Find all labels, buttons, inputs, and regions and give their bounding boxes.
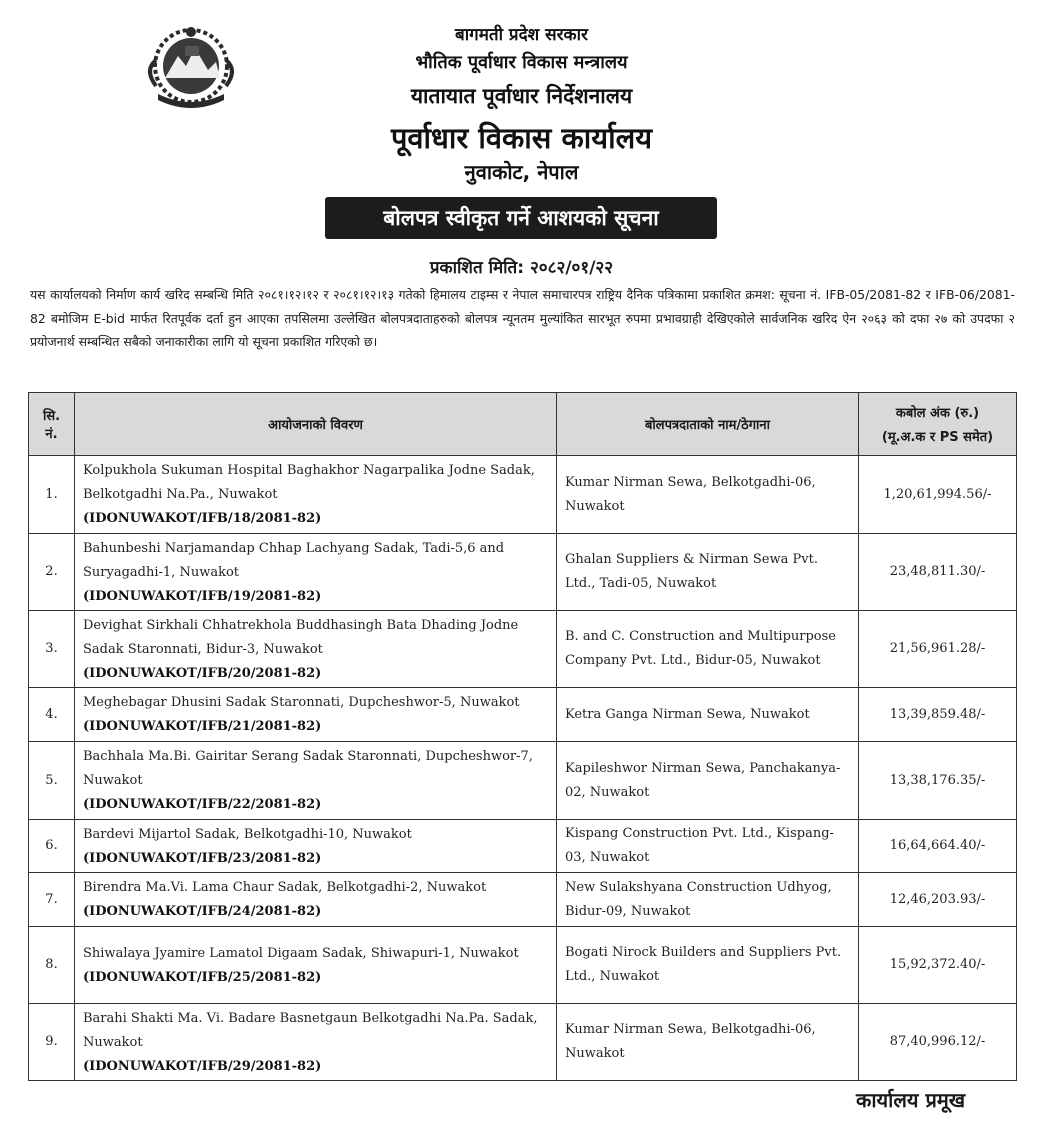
row-project — [75, 1004, 557, 1081]
row-amount: 87,40,996.12/- — [859, 1004, 1017, 1081]
row-project-ref: (IDONUWAKOT/IFB/25/2081-82) — [83, 969, 322, 985]
row-project — [75, 688, 557, 742]
row-amount: 13,38,176.35/- — [859, 742, 1017, 820]
table-row — [29, 688, 1017, 742]
row-project — [75, 873, 557, 927]
header-serial-line1: सि. — [42, 409, 61, 424]
row-serial: 3. — [29, 611, 75, 688]
row-amount: 16,64,664.40/- — [859, 820, 1017, 873]
header-serial-number — [29, 393, 75, 456]
header-amount-line1: कबोल अंक (रु.) — [895, 406, 980, 421]
table-row — [29, 1004, 1017, 1081]
table-row — [29, 456, 1017, 534]
header-line-location: नुवाकोट, नेपाल — [464, 160, 579, 184]
row-project-desc: Meghebagar Dhusini Sadak Staronnati, Dupcheshwor-5, Nuwakot — [83, 695, 520, 710]
table-row — [29, 927, 1017, 1004]
row-bidder: Ghalan Suppliers & Nirman Sewa Pvt. Ltd., Tadi-05, Nuwakot — [557, 534, 859, 611]
row-project-ref: (IDONUWAKOT/IFB/24/2081-82) — [83, 904, 322, 919]
row-project-ref: (IDONUWAKOT/IFB/23/2081-82) — [83, 850, 322, 866]
row-project-desc: Bardevi Mijartol Sadak, Belkotgadhi-10, Nuwakot — [83, 826, 412, 842]
row-bidder: Bogati Nirock Builders and Suppliers Pvt. Ltd., Nuwakot — [557, 927, 859, 1004]
row-project-desc: Birendra Ma.Vi. Lama Chaur Sadak, Belkotgadhi-2, Nuwakot — [83, 880, 487, 895]
row-project — [75, 456, 557, 534]
row-project-ref: (IDONUWAKOT/IFB/18/2081-82) — [83, 511, 322, 526]
row-serial: 9. — [29, 1004, 75, 1081]
bid-results-table — [28, 392, 1017, 1081]
table-row — [29, 873, 1017, 927]
table-row — [29, 820, 1017, 873]
row-amount: 15,92,372.40/- — [859, 927, 1017, 1004]
row-project — [75, 534, 557, 611]
row-amount: 1,20,61,994.56/- — [859, 456, 1017, 534]
row-project-ref: (IDONUWAKOT/IFB/20/2081-82) — [83, 665, 322, 681]
row-project-ref: (IDONUWAKOT/IFB/19/2081-82) — [83, 588, 322, 604]
row-bidder: Kumar Nirman Sewa, Belkotgadhi-06, Nuwakot — [557, 456, 859, 534]
row-project-desc: Barahi Shakti Ma. Vi. Badare Basnetgaun Belkotgadhi Na.Pa. Sadak, Nuwakot — [83, 1010, 538, 1050]
table-header-row — [29, 393, 1017, 456]
row-amount: 23,48,811.30/- — [859, 534, 1017, 611]
header-bidder: बोलपत्रदाताको नाम/ठेगाना — [557, 393, 859, 456]
row-serial: 6. — [29, 820, 75, 873]
row-serial: 5. — [29, 742, 75, 820]
header-amount — [859, 393, 1017, 456]
row-project — [75, 611, 557, 688]
row-project — [75, 742, 557, 820]
row-project-desc: Devighat Sirkhali Chhatrekhola Buddhasingh Bata Dhading Jodne Sadak Staronnati, Bidur-3, Nuwakot — [83, 617, 519, 657]
header-line-ministry: भौतिक पूर्वाधार विकास मन्त्रालय — [415, 52, 628, 73]
row-serial: 1. — [29, 456, 75, 534]
row-bidder: Kapileshwor Nirman Sewa, Panchakanya-02, Nuwakot — [557, 742, 859, 820]
header-serial-line2: नं. — [45, 427, 58, 442]
row-amount: 12,46,203.93/- — [859, 873, 1017, 927]
row-project-ref: (IDONUWAKOT/IFB/29/2081-82) — [83, 1058, 322, 1074]
notice-title-banner — [325, 197, 717, 239]
header-line-office: पूर्वाधार विकास कार्यालय — [390, 121, 653, 155]
signatory-title: कार्यालय प्रमूख — [856, 1088, 966, 1112]
published-date: प्रकाशित मिति: २०८२/०१/२२ — [429, 258, 614, 278]
row-project — [75, 927, 557, 1004]
header-line-directorate: यातायात पूर्वाधार निर्देशनालय — [410, 84, 633, 108]
header-amount-line2: (मू.अ.क र PS समेत) — [881, 430, 994, 445]
table-row — [29, 611, 1017, 688]
row-project-ref: (IDONUWAKOT/IFB/22/2081-82) — [83, 797, 322, 812]
row-project — [75, 820, 557, 873]
row-project-ref: (IDONUWAKOT/IFB/21/2081-82) — [83, 719, 322, 734]
header-project: आयोजनाको विवरण — [75, 393, 557, 456]
row-serial: 2. — [29, 534, 75, 611]
row-bidder: Kispang Construction Pvt. Ltd., Kispang-03, Nuwakot — [557, 820, 859, 873]
row-amount: 13,39,859.48/- — [859, 688, 1017, 742]
row-amount: 21,56,961.28/- — [859, 611, 1017, 688]
row-project-desc: Bachhala Ma.Bi. Gairitar Serang Sadak Staronnati, Dupcheshwor-7, Nuwakot — [83, 749, 533, 788]
row-serial: 4. — [29, 688, 75, 742]
row-serial: 8. — [29, 927, 75, 1004]
row-bidder: Kumar Nirman Sewa, Belkotgadhi-06, Nuwakot — [557, 1004, 859, 1081]
row-project-desc: Kolpukhola Sukuman Hospital Baghakhor Nagarpalika Jodne Sadak, Belkotgadhi Na.Pa., Nuwakot — [83, 463, 535, 502]
notice-title: बोलपत्र स्वीकृत गर्ने आशयको सूचना — [383, 206, 659, 230]
table-row — [29, 742, 1017, 820]
row-serial: 7. — [29, 873, 75, 927]
table-row — [29, 534, 1017, 611]
header-line-province: बागमती प्रदेश सरकार — [455, 25, 588, 45]
row-project-desc: Shiwalaya Jyamire Lamatol Digaam Sadak, Shiwapuri-1, Nuwakot — [83, 945, 519, 961]
row-bidder: Ketra Ganga Nirman Sewa, Nuwakot — [557, 688, 859, 742]
row-bidder: New Sulakshyana Construction Udhyog, Bidur-09, Nuwakot — [557, 873, 859, 927]
row-project-desc: Bahunbeshi Narjamandap Chhap Lachyang Sadak, Tadi-5,6 and Suryagadhi-1, Nuwakot — [83, 540, 505, 580]
intro-paragraph: यस कार्यालयको निर्माण कार्य खरिद सम्बन्धि मिति २०८१।१२।१२ र २०८१।१२।१३ गतेको हिमालय टाइम्स र नेपाल समाचारपत्र राष्ट्रिय दैनिक पत्रिकामा प्रकाशित क्रमश: सूचना नं. IFB-05/2081-82 र IFB-06/2081-82 बमोजिम E-bid मार्फत रितपूर्वक दर्ता हुन आएका तपसिलमा उल्लेखित बोलपत्रदाताहरुको बोलपत्र न्यूनतम मुल्यांकित सारभूत रुपमा प्रभावग्राही देखिएकोले सार्वजनिक खरिद ऐन २०६३ को दफा २७ को उपदफा २ प्रयोजनार्थ सम्बन्धित सबैको जनाकारीका लागि यो सूचना प्रकाशित गरिएको छ। — [30, 287, 1015, 349]
row-bidder: B. and C. Construction and Multipurpose Company Pvt. Ltd., Bidur-05, Nuwakot — [557, 611, 859, 688]
